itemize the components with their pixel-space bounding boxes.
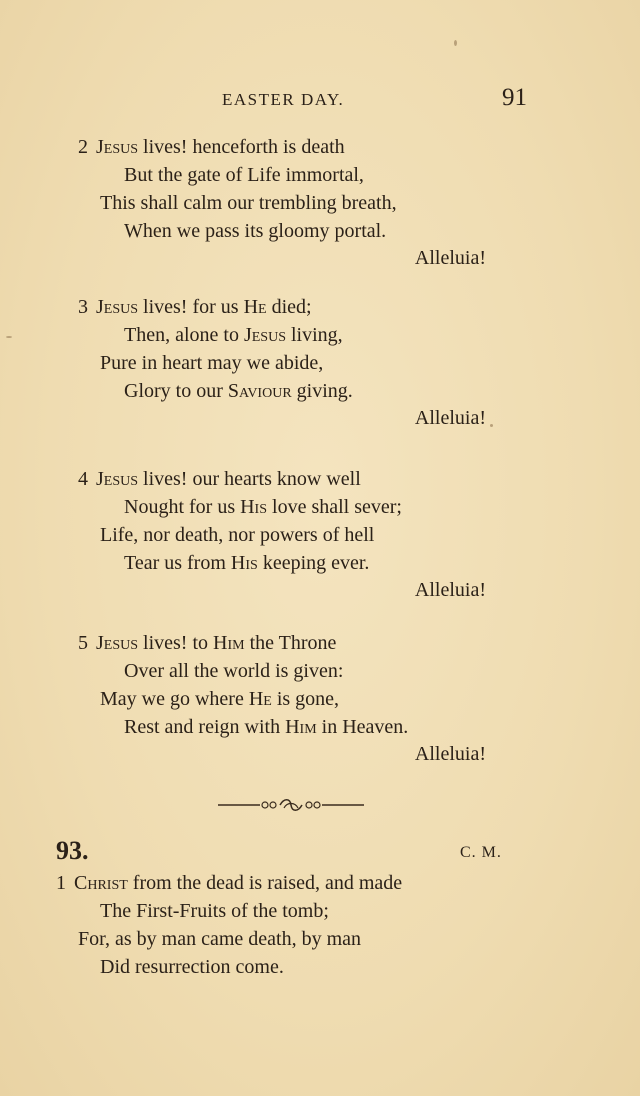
hymn-meter: C. M.	[460, 844, 502, 861]
verse-text: Did resurrection come.	[100, 956, 284, 978]
verse-text: But the gate of Life immortal,	[124, 164, 364, 186]
small-caps-word: Christ	[74, 872, 128, 894]
running-title: EASTER DAY.	[222, 90, 345, 109]
verse-text: For, as by man came death, by man	[78, 928, 362, 950]
verse-line	[124, 322, 343, 348]
verse-line	[124, 658, 343, 684]
hymn-number: 93.	[56, 836, 89, 865]
verse-text: is gone,	[271, 688, 340, 710]
verse-text: lives! our hearts know well	[138, 468, 361, 490]
verse-text: Pure in heart may we abide,	[100, 352, 324, 374]
verse-text: lives! for us	[138, 296, 244, 318]
verse-line	[78, 630, 336, 656]
verse-line	[100, 190, 397, 216]
verse-line	[100, 350, 323, 376]
verse-text: lives! henceforth is death	[138, 136, 345, 158]
refrain: Alleluia!	[414, 743, 486, 765]
refrain: Alleluia!	[414, 407, 486, 429]
paper-speck	[454, 40, 457, 46]
page-number: 91	[502, 84, 527, 111]
stanza-number: 4	[78, 468, 88, 490]
verse-text: This shall calm our trembling breath,	[100, 192, 397, 214]
verse-text: died;	[266, 296, 312, 318]
verse-line	[78, 294, 312, 320]
small-caps-word: Jesus	[96, 296, 139, 318]
stanza-number: 5	[78, 632, 88, 654]
paper-speck	[6, 336, 12, 338]
verse-line	[78, 466, 361, 492]
verse-line	[100, 954, 284, 980]
small-caps-word: Jesus	[243, 324, 286, 346]
verse-line	[100, 522, 374, 548]
small-caps-word: Saviour	[227, 380, 292, 402]
verse-text: love shall sever;	[267, 496, 402, 518]
verse-text: lives! to	[138, 632, 214, 654]
verse-line	[100, 686, 339, 712]
verse-line	[78, 926, 361, 952]
verse-line	[78, 134, 345, 160]
verse-text: Then, alone to	[124, 324, 244, 346]
verse-line	[124, 218, 386, 244]
verse-text: from the dead is raised, and made	[127, 872, 403, 894]
running-head	[0, 84, 640, 114]
small-caps-word: Him	[285, 716, 317, 738]
small-caps-word: Jesus	[96, 136, 139, 158]
verse-line	[124, 494, 402, 520]
refrain: Alleluia!	[414, 247, 486, 269]
verse-text: giving.	[291, 380, 353, 402]
paper-speck	[490, 424, 493, 427]
small-caps-word: He	[248, 688, 272, 710]
verse-line	[124, 550, 369, 576]
small-caps-word: Jesus	[96, 468, 139, 490]
small-caps-word: Jesus	[96, 632, 139, 654]
verse-line	[124, 378, 353, 404]
refrain: Alleluia!	[414, 579, 486, 601]
verse-line	[56, 870, 402, 896]
small-caps-word: His	[240, 496, 268, 518]
verse-line	[124, 162, 364, 188]
verse-text: in Heaven.	[316, 716, 409, 738]
verse-text: When we pass its gloomy portal.	[124, 220, 387, 242]
verse-text: May we go where	[100, 688, 249, 710]
stanza-number: 3	[78, 296, 88, 318]
verse-text: the Throne	[244, 632, 337, 654]
verse-text: Nought for us	[124, 496, 241, 518]
verse-text: Rest and reign with	[124, 716, 286, 738]
stanza-number: 1	[56, 872, 66, 894]
verse-text: Tear us from	[124, 552, 231, 574]
stanza-number: 2	[78, 136, 88, 158]
verse-text: Life, nor death, nor powers of hell	[100, 524, 375, 546]
small-caps-word: He	[243, 296, 267, 318]
verse-text: living,	[286, 324, 343, 346]
verse-text: Over all the world is given:	[124, 660, 344, 682]
verse-line	[100, 898, 329, 924]
ornament-divider-icon	[218, 796, 364, 814]
verse-text: keeping ever.	[257, 552, 370, 574]
hymn-heading	[0, 836, 640, 866]
verse-text: Glory to our	[124, 380, 228, 402]
small-caps-word: Him	[213, 632, 245, 654]
verse-text: The First-Fruits of the tomb;	[100, 900, 329, 922]
verse-line	[124, 714, 408, 740]
small-caps-word: His	[230, 552, 258, 574]
